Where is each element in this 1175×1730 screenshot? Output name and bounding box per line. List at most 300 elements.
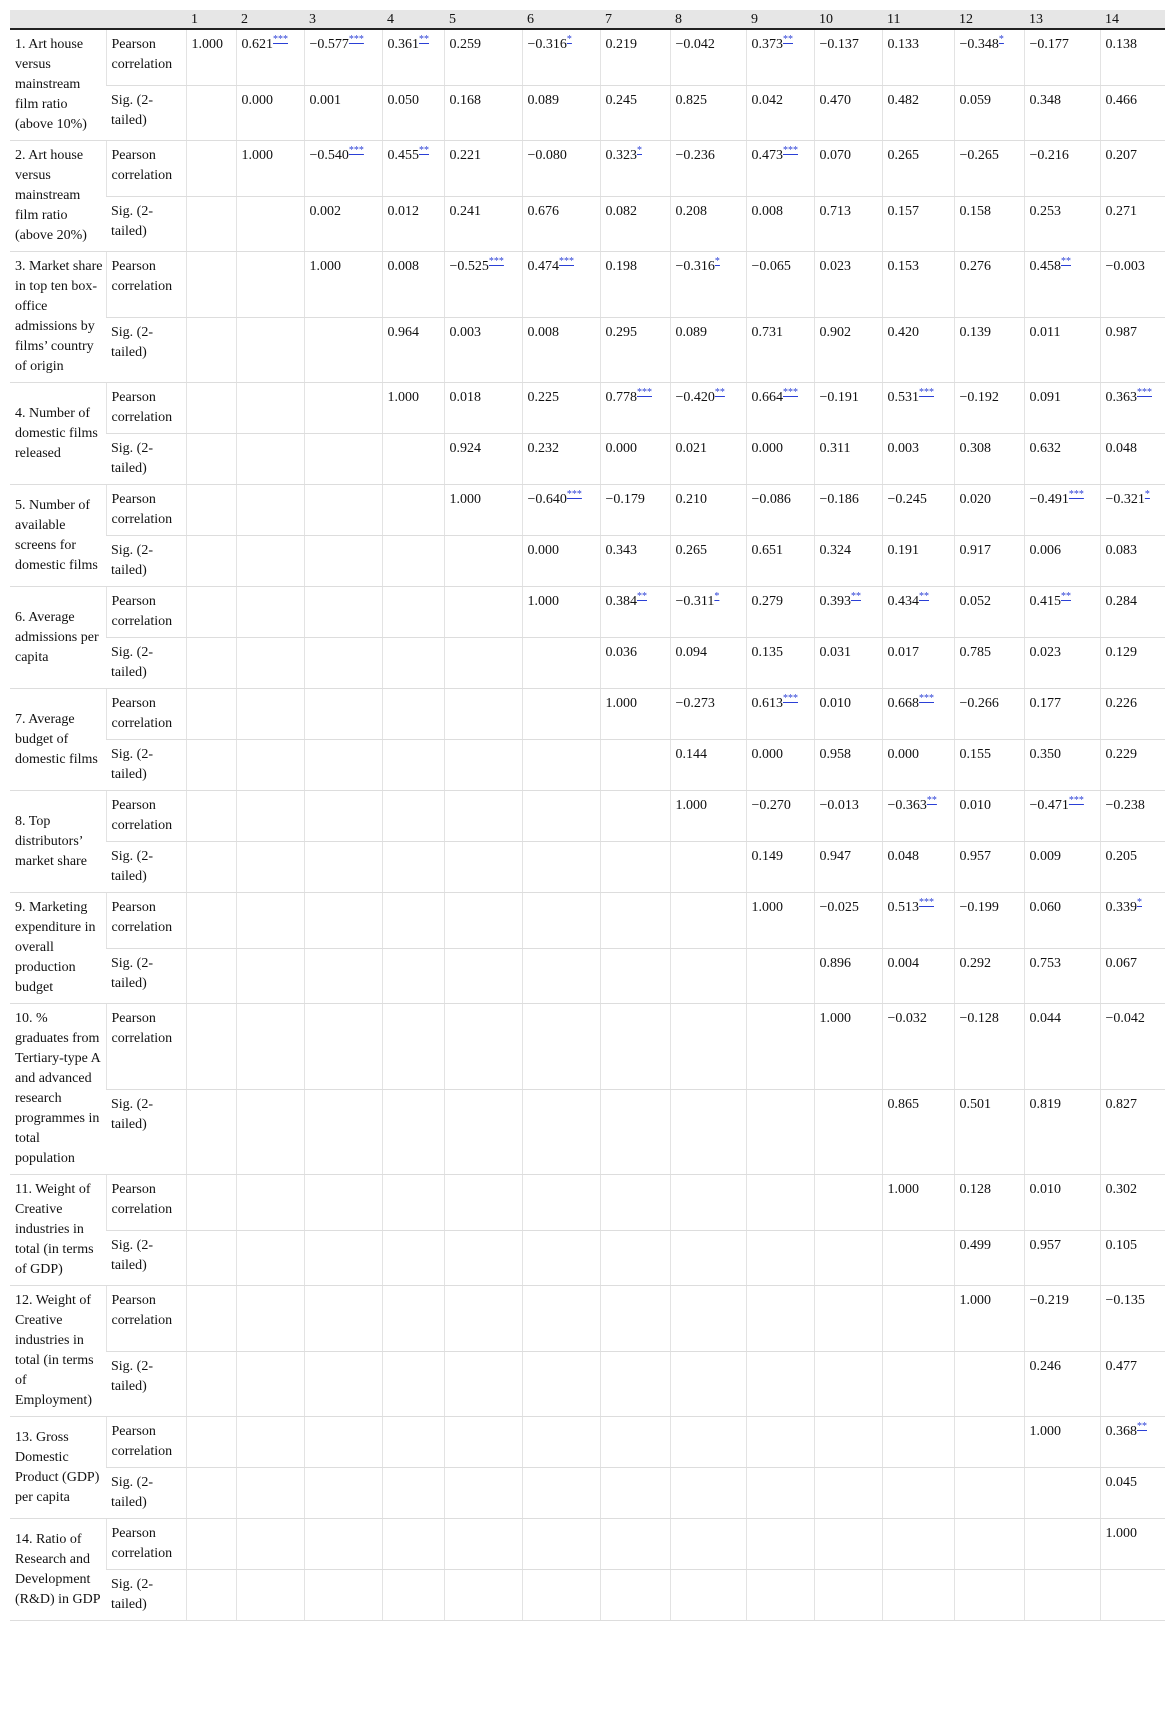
- significance-marker-link[interactable]: ***: [559, 256, 574, 267]
- cell-value: −0.236: [675, 148, 715, 163]
- pearson-correlation-label: Pearson correlation: [106, 141, 186, 197]
- significance-marker-link[interactable]: ***: [1137, 387, 1152, 398]
- table-cell: [746, 893, 814, 949]
- table-cell: [236, 1570, 304, 1621]
- table-cell: [882, 1351, 954, 1417]
- cell-value: 0.896: [819, 955, 851, 971]
- table-cell: [1100, 141, 1165, 197]
- table-cell: [954, 638, 1024, 689]
- table-cell: [954, 1570, 1024, 1621]
- cell-value: 0.021: [675, 441, 707, 456]
- table-cell: [746, 1175, 814, 1231]
- sig-two-tailed-label: Sig. (2-tailed): [106, 536, 186, 587]
- table-cell: [746, 1468, 814, 1519]
- cell-value: −0.245: [887, 492, 927, 507]
- column-header-1: [106, 10, 186, 29]
- significance-marker-link[interactable]: ***: [348, 145, 364, 156]
- significance-marker-link[interactable]: *: [1137, 897, 1142, 908]
- cell-value: −0.080: [527, 148, 567, 163]
- table-cell: [1100, 948, 1165, 1004]
- cell-value: 0.229: [1105, 747, 1137, 762]
- table-cell: [882, 1570, 954, 1621]
- table-cell: [186, 317, 236, 383]
- table-cell: [1100, 434, 1165, 485]
- cell-value: 1.000: [191, 37, 223, 52]
- cell-value: 0.501: [959, 1096, 991, 1112]
- table-cell: [600, 1468, 670, 1519]
- table-cell: [954, 1417, 1024, 1468]
- table-cell: [236, 383, 304, 434]
- table-cell: [600, 1230, 670, 1286]
- variable-label: 7. Average budget of domestic films: [10, 689, 106, 791]
- table-cell: [814, 1230, 882, 1286]
- cell-value: 0.361: [387, 37, 419, 52]
- significance-marker-link[interactable]: ***: [919, 897, 934, 908]
- significance-marker-link[interactable]: *: [566, 34, 572, 45]
- significance-marker-link[interactable]: *: [1144, 489, 1150, 500]
- pearson-correlation-label: Pearson correlation: [106, 383, 186, 434]
- table-cell: [236, 948, 304, 1004]
- table-cell: [882, 842, 954, 893]
- column-header-5: 4: [382, 10, 444, 29]
- table-cell: [1100, 85, 1165, 140]
- table-row: [10, 196, 1165, 252]
- significance-marker-link[interactable]: **: [1061, 591, 1071, 602]
- cell-value: 0.008: [751, 203, 783, 219]
- table-cell: [522, 1089, 600, 1175]
- significance-marker-link[interactable]: **: [637, 591, 647, 602]
- table-cell: [746, 196, 814, 252]
- table-cell: [1024, 85, 1100, 140]
- significance-marker-link[interactable]: **: [1061, 256, 1071, 267]
- table-cell: [1024, 1468, 1100, 1519]
- table-cell: [186, 842, 236, 893]
- table-cell: [186, 29, 236, 85]
- significance-marker-link[interactable]: ***: [273, 34, 288, 45]
- cell-value: 0.964: [387, 324, 419, 340]
- cell-value: 0.458: [1029, 259, 1061, 274]
- significance-marker-link[interactable]: ***: [1068, 489, 1084, 500]
- table-cell: [814, 85, 882, 140]
- table-cell: [444, 85, 522, 140]
- table-cell: [600, 1286, 670, 1352]
- table-cell: [600, 85, 670, 140]
- table-cell: [882, 536, 954, 587]
- table-cell: [954, 740, 1024, 791]
- table-cell: [600, 252, 670, 318]
- table-row: [10, 1417, 1165, 1468]
- table-cell: [814, 196, 882, 252]
- significance-marker-link[interactable]: ***: [783, 387, 798, 398]
- table-cell: [882, 948, 954, 1004]
- cell-value: 1.000: [1105, 1526, 1137, 1541]
- table-cell: [304, 1286, 382, 1352]
- cell-value: −0.540: [309, 148, 349, 163]
- table-cell: [304, 1351, 382, 1417]
- table-cell: [382, 1351, 444, 1417]
- table-cell: [522, 434, 600, 485]
- sig-two-tailed-label: Sig. (2-tailed): [106, 948, 186, 1004]
- table-cell: [382, 842, 444, 893]
- table-cell: [814, 536, 882, 587]
- cell-value: −0.316: [675, 259, 715, 274]
- column-header-8: 7: [600, 10, 670, 29]
- table-cell: [600, 842, 670, 893]
- table-cell: [522, 1468, 600, 1519]
- table-cell: [1100, 638, 1165, 689]
- cell-value: 0.778: [605, 390, 637, 405]
- significance-marker-link[interactable]: **: [714, 387, 725, 398]
- table-cell: [814, 689, 882, 740]
- cell-value: 0.042: [751, 92, 783, 108]
- significance-marker-link[interactable]: ***: [919, 387, 934, 398]
- table-cell: [522, 536, 600, 587]
- cell-value: 0.368: [1105, 1424, 1137, 1439]
- table-cell: [882, 1468, 954, 1519]
- cell-value: 0.105: [1105, 1237, 1137, 1253]
- significance-marker-link[interactable]: **: [1137, 1421, 1147, 1432]
- cell-value: 0.045: [1105, 1475, 1137, 1490]
- table-cell: [304, 1468, 382, 1519]
- significance-marker-link[interactable]: ***: [566, 489, 582, 500]
- significance-marker-link[interactable]: *: [714, 591, 720, 602]
- cell-value: −0.471: [1029, 798, 1069, 813]
- table-cell: [1100, 29, 1165, 85]
- cell-value: 0.917: [959, 543, 991, 558]
- cell-value: 0.271: [1105, 203, 1137, 219]
- table-cell: [1100, 1004, 1165, 1090]
- cell-value: 0.000: [751, 441, 783, 456]
- table-cell: [670, 383, 746, 434]
- cell-value: 0.048: [1105, 441, 1137, 456]
- table-cell: [236, 536, 304, 587]
- table-cell: [1024, 1570, 1100, 1621]
- table-cell: [882, 638, 954, 689]
- table-cell: [814, 893, 882, 949]
- sig-two-tailed-label: Sig. (2-tailed): [106, 1570, 186, 1621]
- cell-value: 0.363: [1105, 390, 1137, 405]
- table-cell: [236, 1468, 304, 1519]
- cell-value: 0.924: [449, 441, 481, 456]
- table-cell: [304, 1570, 382, 1621]
- cell-value: −0.266: [959, 696, 999, 711]
- table-cell: [954, 485, 1024, 536]
- table-cell: [882, 383, 954, 434]
- pearson-correlation-label: Pearson correlation: [106, 689, 186, 740]
- table-cell: [1024, 791, 1100, 842]
- table-cell: [304, 1230, 382, 1286]
- table-cell: [382, 893, 444, 949]
- table-cell: [882, 1089, 954, 1175]
- table-cell: [304, 587, 382, 638]
- table-cell: [1024, 689, 1100, 740]
- cell-value: 0.819: [1029, 1096, 1061, 1112]
- cell-value: 0.018: [449, 390, 481, 405]
- table-cell: [1024, 1175, 1100, 1231]
- variable-label: 5. Number of available screens for domestic films: [10, 485, 106, 587]
- table-cell: [670, 196, 746, 252]
- cell-value: −0.128: [959, 1011, 999, 1026]
- cell-value: 0.138: [1105, 37, 1137, 52]
- cell-value: 0.676: [527, 203, 559, 219]
- table-cell: [746, 317, 814, 383]
- table-row: [10, 587, 1165, 638]
- cell-value: 0.284: [1105, 594, 1137, 609]
- pearson-correlation-label: Pearson correlation: [106, 485, 186, 536]
- cell-value: 0.302: [1105, 1182, 1137, 1197]
- table-cell: [670, 587, 746, 638]
- cell-value: 0.613: [751, 696, 783, 711]
- table-cell: [1024, 740, 1100, 791]
- table-cell: [304, 1004, 382, 1090]
- table-cell: [746, 252, 814, 318]
- table-cell: [444, 1175, 522, 1231]
- table-cell: [600, 1351, 670, 1417]
- table-cell: [382, 587, 444, 638]
- cell-value: 0.253: [1029, 203, 1061, 219]
- table-row: [10, 791, 1165, 842]
- cell-value: 0.198: [605, 259, 637, 274]
- table-cell: [882, 141, 954, 197]
- significance-marker-link[interactable]: **: [419, 34, 429, 45]
- table-cell: [304, 638, 382, 689]
- table-cell: [882, 317, 954, 383]
- table-cell: [746, 141, 814, 197]
- table-cell: [600, 485, 670, 536]
- significance-marker-link[interactable]: **: [419, 145, 429, 156]
- table-cell: [304, 196, 382, 252]
- table-cell: [746, 536, 814, 587]
- cell-value: 0.292: [959, 955, 991, 971]
- cell-value: 0.513: [887, 900, 919, 915]
- table-cell: [1100, 893, 1165, 949]
- table-cell: [954, 893, 1024, 949]
- table-cell: [1024, 536, 1100, 587]
- table-cell: [1100, 1417, 1165, 1468]
- table-cell: [814, 29, 882, 85]
- significance-marker-link[interactable]: ***: [488, 256, 504, 267]
- table-cell: [600, 141, 670, 197]
- table-cell: [186, 740, 236, 791]
- cell-value: 0.031: [819, 645, 851, 660]
- table-cell: [522, 29, 600, 85]
- significance-marker-link[interactable]: ***: [637, 387, 652, 398]
- table-cell: [236, 1286, 304, 1352]
- table-cell: [236, 587, 304, 638]
- cell-value: 0.000: [241, 92, 273, 108]
- table-cell: [382, 740, 444, 791]
- cell-value: 0.827: [1105, 1096, 1137, 1112]
- table-cell: [382, 434, 444, 485]
- table-cell: [600, 434, 670, 485]
- table-cell: [670, 1351, 746, 1417]
- variable-label: 2. Art house versus mainstream film ratio (above 20%): [10, 141, 106, 252]
- cell-value: 0.003: [887, 441, 919, 456]
- table-cell: [670, 434, 746, 485]
- table-cell: [382, 1286, 444, 1352]
- table-cell: [522, 842, 600, 893]
- table-cell: [882, 1519, 954, 1570]
- cell-value: 0.731: [751, 324, 783, 340]
- table-cell: [600, 893, 670, 949]
- table-cell: [670, 1519, 746, 1570]
- header-row: [10, 10, 1165, 29]
- table-cell: [814, 1468, 882, 1519]
- variable-label: 6. Average admissions per capita: [10, 587, 106, 689]
- table-cell: [814, 791, 882, 842]
- cell-value: −0.273: [675, 696, 715, 711]
- table-cell: [670, 893, 746, 949]
- cell-value: −0.640: [527, 492, 567, 507]
- table-cell: [746, 383, 814, 434]
- table-cell: [954, 1351, 1024, 1417]
- cell-value: 0.208: [675, 203, 707, 219]
- cell-value: 1.000: [1029, 1424, 1061, 1439]
- cell-value: 0.987: [1105, 324, 1137, 340]
- table-cell: [746, 1230, 814, 1286]
- table-cell: [444, 1351, 522, 1417]
- significance-marker-link[interactable]: ***: [1068, 795, 1084, 806]
- table-cell: [186, 638, 236, 689]
- table-cell: [382, 252, 444, 318]
- sig-two-tailed-label: Sig. (2-tailed): [106, 196, 186, 252]
- table-cell: [186, 252, 236, 318]
- cell-value: −0.042: [675, 37, 715, 52]
- cell-value: 0.003: [449, 324, 481, 340]
- table-cell: [186, 141, 236, 197]
- table-cell: [600, 1417, 670, 1468]
- table-cell: [1100, 1519, 1165, 1570]
- table-cell: [954, 1175, 1024, 1231]
- table-cell: [746, 842, 814, 893]
- table-cell: [882, 85, 954, 140]
- table-cell: [1024, 1351, 1100, 1417]
- table-cell: [882, 1286, 954, 1352]
- significance-marker-link[interactable]: ***: [783, 145, 798, 156]
- table-cell: [1100, 536, 1165, 587]
- significance-marker-link[interactable]: **: [926, 795, 937, 806]
- cell-value: 0.000: [527, 543, 559, 558]
- table-cell: [954, 587, 1024, 638]
- cell-value: 0.311: [819, 441, 851, 456]
- table-cell: [236, 1175, 304, 1231]
- table-cell: [186, 893, 236, 949]
- table-cell: [522, 141, 600, 197]
- table-cell: [444, 791, 522, 842]
- cell-value: 0.713: [819, 203, 851, 219]
- sig-two-tailed-label: Sig. (2-tailed): [106, 85, 186, 140]
- cell-value: −0.191: [819, 390, 859, 405]
- cell-value: −0.032: [887, 1011, 927, 1026]
- cell-value: 0.343: [605, 543, 637, 558]
- table-cell: [236, 1351, 304, 1417]
- table-cell: [954, 252, 1024, 318]
- cell-value: 0.153: [887, 259, 919, 274]
- table-cell: [670, 252, 746, 318]
- table-cell: [382, 485, 444, 536]
- significance-marker-link[interactable]: **: [851, 591, 861, 602]
- cell-value: 0.265: [887, 148, 919, 163]
- cell-value: 0.531: [887, 390, 919, 405]
- table-cell: [186, 1004, 236, 1090]
- column-header-6: 5: [444, 10, 522, 29]
- cell-value: 0.009: [1029, 849, 1061, 864]
- table-cell: [1024, 587, 1100, 638]
- table-cell: [746, 587, 814, 638]
- significance-marker-link[interactable]: ***: [783, 693, 798, 704]
- table-cell: [882, 1175, 954, 1231]
- cell-value: −0.420: [675, 390, 715, 405]
- table-cell: [304, 1089, 382, 1175]
- table-cell: [600, 383, 670, 434]
- cell-value: 0.664: [751, 390, 783, 405]
- table-cell: [382, 85, 444, 140]
- table-cell: [186, 85, 236, 140]
- pearson-correlation-label: Pearson correlation: [106, 791, 186, 842]
- cell-value: 0.225: [527, 390, 559, 405]
- cell-value: 0.006: [1029, 543, 1061, 558]
- table-cell: [600, 587, 670, 638]
- table-cell: [1100, 383, 1165, 434]
- cell-value: 1.000: [819, 1011, 851, 1026]
- table-row: [10, 485, 1165, 536]
- cell-value: −0.003: [1105, 259, 1145, 274]
- significance-marker-link[interactable]: ***: [919, 693, 934, 704]
- table-cell: [444, 1004, 522, 1090]
- table-cell: [670, 1286, 746, 1352]
- cell-value: 0.470: [819, 92, 851, 108]
- significance-marker-link[interactable]: **: [783, 34, 793, 45]
- significance-marker-link[interactable]: *: [714, 256, 720, 267]
- table-cell: [304, 842, 382, 893]
- sig-two-tailed-label: Sig. (2-tailed): [106, 740, 186, 791]
- cell-value: 0.129: [1105, 645, 1137, 660]
- table-cell: [954, 196, 1024, 252]
- table-cell: [522, 1570, 600, 1621]
- table-cell: [814, 740, 882, 791]
- cell-value: 0.245: [605, 92, 637, 108]
- cell-value: 0.060: [1029, 900, 1061, 915]
- table-cell: [1024, 1089, 1100, 1175]
- variable-label: 14. Ratio of Research and Development (R&D) in GDP: [10, 1519, 106, 1621]
- table-cell: [304, 1519, 382, 1570]
- table-cell: [304, 141, 382, 197]
- table-cell: [814, 1286, 882, 1352]
- significance-marker-link[interactable]: *: [998, 34, 1004, 45]
- table-cell: [522, 1175, 600, 1231]
- table-cell: [746, 791, 814, 842]
- cell-value: 0.466: [1105, 92, 1137, 108]
- significance-marker-link[interactable]: ***: [348, 34, 364, 45]
- pearson-correlation-label: Pearson correlation: [106, 1004, 186, 1090]
- significance-marker-link[interactable]: *: [637, 145, 642, 156]
- table-cell: [882, 1417, 954, 1468]
- table-cell: [236, 893, 304, 949]
- cell-value: 0.089: [675, 324, 707, 340]
- table-cell: [954, 791, 1024, 842]
- cell-value: 0.420: [887, 324, 919, 340]
- significance-marker-link[interactable]: **: [919, 591, 929, 602]
- cell-value: −0.065: [751, 259, 791, 274]
- table-cell: [236, 485, 304, 536]
- table-cell: [814, 434, 882, 485]
- cell-value: −0.525: [449, 259, 489, 274]
- cell-value: 0.499: [959, 1237, 991, 1253]
- table-cell: [1024, 1417, 1100, 1468]
- table-cell: [1100, 1230, 1165, 1286]
- cell-value: 0.632: [1029, 441, 1061, 456]
- column-header-15: 14: [1100, 10, 1165, 29]
